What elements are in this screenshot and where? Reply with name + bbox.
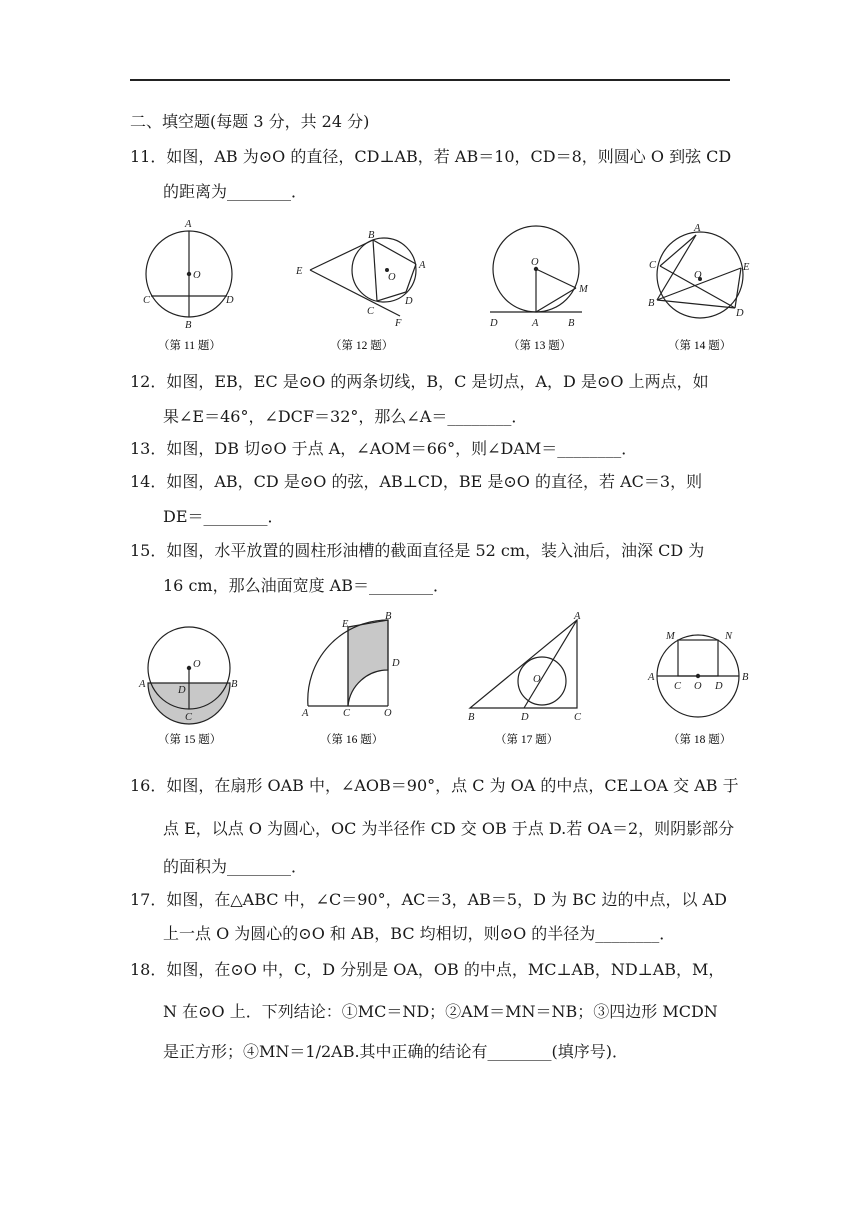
- fig17-label-C: C: [574, 712, 582, 723]
- fig18-label-A: A: [648, 672, 655, 683]
- q11-line2: 的距离为________．: [163, 182, 308, 201]
- fig15-label-D: D: [178, 685, 186, 696]
- fig11-label-B: B: [185, 320, 192, 331]
- figure-11: [146, 231, 232, 317]
- fig13-label-M: M: [579, 284, 588, 295]
- q12-line1: 12．如图，EB，EC 是⊙O 的两条切线，B，C 是切点，A，D 是⊙O 上两点，如: [130, 372, 709, 391]
- fig12-label-F: F: [395, 318, 402, 329]
- fig18-label-M: M: [666, 631, 675, 642]
- figure-16: [308, 620, 388, 706]
- fig15-label-B: B: [231, 679, 238, 690]
- q11-line1: 11．如图，AB 为⊙O 的直径，CD⊥AB，若 AB＝10，CD＝8，则圆心 O 到弦 CD: [130, 147, 732, 166]
- figure-row-2: [130, 610, 770, 755]
- figure-row-1: [130, 212, 770, 362]
- fig18-label-B: B: [742, 672, 749, 683]
- q18-line1: 18．如图，在⊙O 中，C，D 分别是 OA，OB 的中点，MC⊥AB，ND⊥AB，M，: [130, 960, 725, 979]
- q17-line2: 上一点 O 为圆心的⊙O 和 AB，BC 均相切，则⊙O 的半径为________．: [163, 924, 676, 943]
- fig17-label-A: A: [574, 611, 581, 622]
- q14-line2: DE＝________．: [163, 507, 284, 526]
- fig15-label-C: C: [185, 712, 193, 723]
- section-title: 二、填空题(每题 3 分，共 24 分): [130, 112, 370, 131]
- fig11-label-C: C: [143, 295, 151, 306]
- fig14-label-B: B: [648, 298, 655, 309]
- fig16-label-A: A: [302, 708, 309, 719]
- fig17-caption: （第 17 题）: [495, 734, 559, 746]
- fig14-caption: （第 14 题）: [668, 340, 732, 352]
- fig17-label-B: B: [468, 712, 475, 723]
- fig12-label-O: O: [388, 272, 396, 283]
- q12-line2: 果∠E＝46°，∠DCF＝32°，那么∠A＝________．: [163, 407, 528, 426]
- fig15-label-A: A: [139, 679, 146, 690]
- fig11-caption: （第 11 题）: [158, 340, 221, 352]
- q17-line1: 17．如图，在△ABC 中，∠C＝90°，AC＝3，AB＝5，D 为 BC 边的中点，以 AD: [130, 890, 727, 909]
- q15-line1: 15．如图，水平放置的圆柱形油槽的截面直径是 52 cm，装入油后，油深 CD 为: [130, 541, 705, 560]
- fig11-label-D: D: [226, 295, 234, 306]
- q18-line3: 是正方形；④MN＝1/2AB.其中正确的结论有________(填序号)．: [163, 1042, 629, 1061]
- fig12-label-C: C: [367, 306, 375, 317]
- fig14-label-E: E: [743, 262, 750, 273]
- fig16-label-O: O: [384, 708, 392, 719]
- top-rule: [130, 79, 730, 81]
- fig16-label-E: E: [342, 619, 349, 630]
- fig11-label-O: O: [193, 270, 201, 281]
- figure-12: [310, 238, 416, 316]
- fig18-label-O: O: [694, 681, 702, 692]
- fig14-label-O: O: [694, 270, 702, 281]
- fig16-label-B: B: [385, 611, 392, 622]
- fig15-caption: （第 15 题）: [158, 734, 222, 746]
- fig13-label-B: B: [568, 318, 575, 329]
- fig18-label-D: D: [715, 681, 723, 692]
- fig16-label-C: C: [343, 708, 351, 719]
- q15-line2: 16 cm，那么油面宽度 AB＝________．: [163, 576, 449, 595]
- fig18-label-C: C: [674, 681, 682, 692]
- fig12-label-A: A: [419, 260, 426, 271]
- q13-line1: 13．如图，DB 切⊙O 于点 A，∠AOM＝66°，则∠DAM＝________．: [130, 439, 638, 458]
- fig13-caption: （第 13 题）: [508, 340, 572, 352]
- fig16-caption: （第 16 题）: [320, 734, 384, 746]
- fig13-label-D: D: [490, 318, 498, 329]
- fig17-label-O: O: [533, 674, 541, 685]
- fig12-label-E: E: [296, 266, 303, 277]
- fig14-label-C: C: [649, 260, 657, 271]
- fig18-caption: （第 18 题）: [668, 734, 732, 746]
- figure-17: [470, 620, 577, 708]
- fig15-label-O: O: [193, 659, 201, 670]
- q16-line3: 的面积为________．: [163, 857, 308, 876]
- q16-line1: 16．如图，在扇形 OAB 中，∠AOB＝90°，点 C 为 OA 的中点，CE⊥OA 交 AB 于: [130, 776, 739, 795]
- figure-18: [657, 635, 739, 717]
- fig18-label-N: N: [725, 631, 733, 642]
- fig11-label-A: A: [185, 219, 192, 230]
- figure-15: [148, 627, 230, 724]
- fig12-label-D: D: [405, 296, 413, 307]
- fig13-label-A: A: [532, 318, 539, 329]
- fig14-label-D: D: [736, 308, 744, 319]
- fig12-caption: （第 12 题）: [330, 340, 394, 352]
- fig17-label-D: D: [521, 712, 529, 723]
- q14-line1: 14．如图，AB，CD 是⊙O 的弦，AB⊥CD，BE 是⊙O 的直径，若 AC＝3，则: [130, 472, 703, 491]
- fig14-label-A: A: [694, 223, 701, 234]
- q18-line2: N 在⊙O 上．下列结论：①MC＝ND；②AM＝MN＝NB；③四边形 MCDN: [163, 1002, 718, 1021]
- fig16-label-D: D: [392, 658, 400, 669]
- q16-line2: 点 E，以点 O 为圆心，OC 为半径作 CD 交 OB 于点 D.若 OA＝2，则阴影部分: [163, 819, 735, 838]
- fig12-label-B: B: [368, 230, 375, 241]
- fig13-label-O: O: [531, 257, 539, 268]
- figure-13: [490, 226, 582, 312]
